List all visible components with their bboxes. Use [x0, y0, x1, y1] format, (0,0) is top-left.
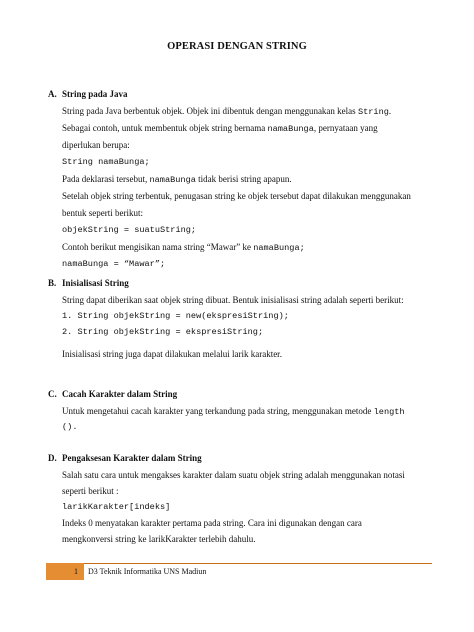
section-d-heading [48, 451, 432, 465]
code-line: (). [62, 422, 78, 432]
section-a-heading [48, 87, 432, 101]
code-line: namaBunga = “Mawar”; [62, 259, 166, 269]
code-line: objekString = suatuString; [62, 225, 197, 235]
footer-page-box [46, 563, 84, 580]
paragraph-line: Contoh berikut mengisikan nama string “Mawar” ke namaBunga; [62, 242, 305, 253]
paragraph-line: Inisialisasi string juga dapat dilakukan melalui larik karakter. [62, 349, 282, 359]
section-b-title: Inisialisasi String [62, 278, 129, 288]
paragraph-line: Salah satu cara untuk mengakses karakter dalam suatu objek string adalah menggunakan notasi [62, 470, 405, 480]
code-line: larikKarakter[indeks] [62, 502, 171, 512]
section-d-title: Pengaksesan Karakter dalam String [62, 453, 202, 463]
section-c-letter: C. [48, 389, 57, 399]
section-b [48, 276, 432, 362]
section-a-letter: A. [48, 89, 57, 99]
paragraph-line: diperlukan berupa: [62, 140, 130, 150]
section-c [48, 387, 432, 435]
section-d [48, 451, 432, 547]
section-c-title: Cacah Karakter dalam String [62, 389, 178, 399]
code-line: 1. String objekString = new(ekspresiString); [62, 311, 289, 321]
paragraph-line: String pada Java berbentuk objek. Objek ini dibentuk dengan menggunakan kelas String. [62, 106, 392, 117]
paragraph-line: Indeks 0 menyatakan karakter pertama pada string. Cara ini digunakan dengan cara [62, 518, 362, 528]
footer-rule [84, 563, 432, 564]
page-title: OPERASI DENGAN STRING [167, 41, 307, 52]
code-line: 2. String objekString = ekspresiString; [62, 327, 264, 337]
section-d-letter: D. [48, 453, 57, 463]
paragraph-line: seperti berikut : [62, 486, 119, 496]
paragraph-line: bentuk seperti berikut: [62, 208, 143, 218]
paragraph-line: Untuk mengetahui cacah karakter yang terkandung pada string, menggunakan metode length [62, 406, 405, 417]
footer-text: D3 Teknik Informatika UNS Madiun [88, 567, 207, 576]
section-c-heading [48, 387, 432, 401]
paragraph-line: Setelah objek string terbentuk, penugasan string ke objek tersebut dapat dilakukan menggunakan [62, 191, 411, 201]
paragraph-line: Sebagai contoh, untuk membentuk objek string bernama namaBunga, pernyataan yang [62, 123, 378, 134]
section-a-title: String pada Java [62, 89, 128, 99]
paragraph-line: String dapat diberikan saat objek string dibuat. Bentuk inisialisasi string adalah seperti berikut: [62, 295, 404, 305]
section-b-heading [48, 276, 432, 290]
code-line: String namaBunga; [62, 157, 150, 167]
footer-page-number: 1 [74, 567, 78, 576]
paragraph-line: mengkonversi string ke larikKarakter terlebih dahulu. [62, 534, 256, 544]
paragraph-line: Pada deklarasi tersebut, namaBunga tidak berisi string apapun. [62, 174, 292, 185]
page-footer [46, 563, 432, 580]
section-b-letter: B. [48, 278, 57, 288]
section-a [48, 87, 432, 273]
